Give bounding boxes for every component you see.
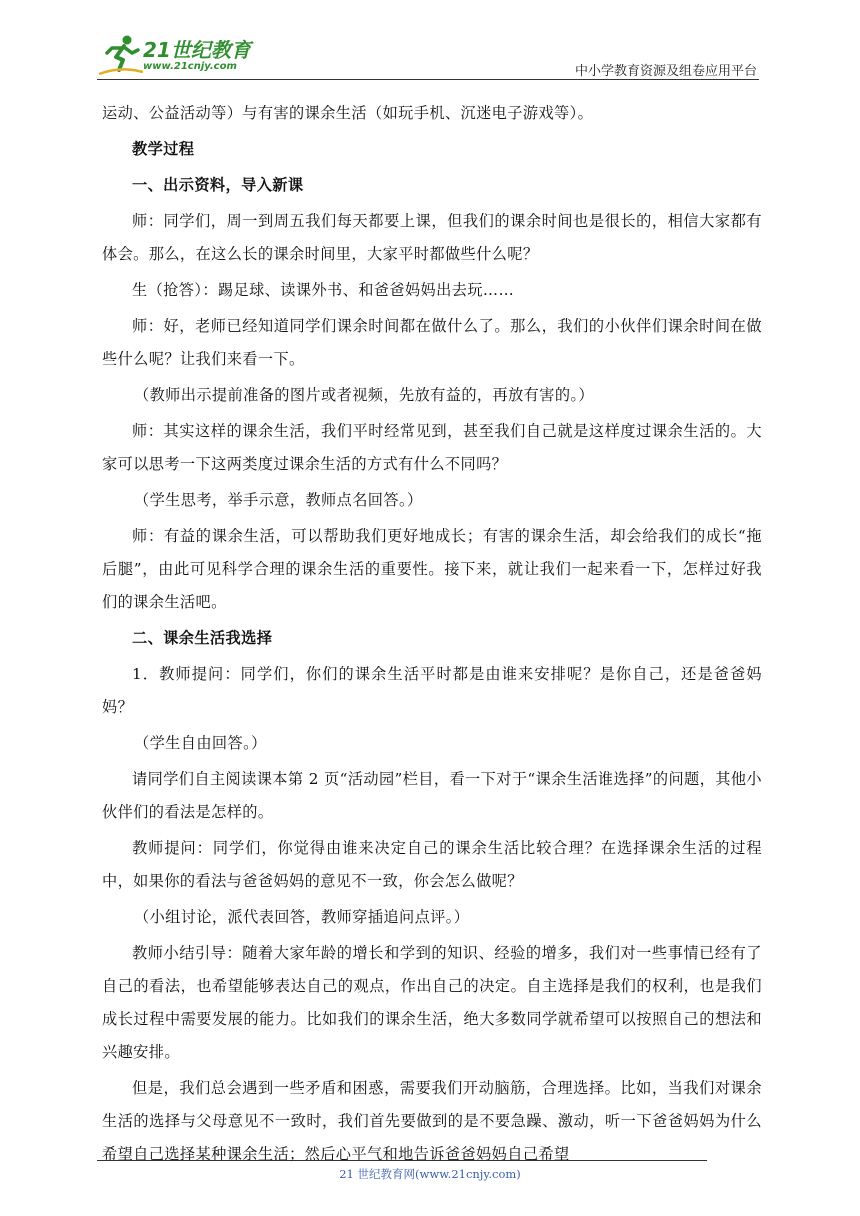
section-heading: 教学过程 <box>132 140 195 158</box>
page-footer: 21 世纪教育网(www.21cnjy.com) <box>339 1167 521 1181</box>
runner-logo-icon <box>97 30 145 78</box>
site-logo <box>97 30 267 80</box>
paragraph: 请同学们自主阅读课本第 2 页“活动园”栏目，看一下对于“课余生活谁选择”的问题，其他小伙伴们的看法是怎样的。 <box>102 770 762 821</box>
header-divider <box>97 79 759 80</box>
paragraph: 师：同学们，周一到周五我们每天都要上课，但我们的课余时间也是很长的，相信大家都有体会。那么，在这么长的课余时间里，大家平时都做些什么呢？ <box>102 212 762 263</box>
paragraph: （学生自由回答。） <box>134 734 267 752</box>
paragraph: 生（抢答）：踢足球、读课外书、和爸爸妈妈出去玩…… <box>132 281 515 299</box>
platform-name: 中小学教育资源及组卷应用平台 <box>574 64 757 79</box>
page-header <box>97 30 757 80</box>
section-heading: 一、出示资料，导入新课 <box>132 176 304 194</box>
footer-divider <box>97 1160 707 1161</box>
paragraph: 但是，我们总会遇到一些矛盾和困惑，需要我们开动脑筋，合理选择。比如，当我们对课余生活的选择与父母意见不一致时，我们首先要做到的是不要急躁、激动，听一下爸爸妈妈为什么希望自己选择某种课余生活；然后心平气和地告诉爸爸妈妈自己希望 <box>102 1079 762 1163</box>
paragraph: 师：有益的课余生活，可以帮助我们更好地成长；有害的课余生活，却会给我们的成长“拖后腿”，由此可见科学合理的课余生活的重要性。接下来，就让我们一起来看一下，怎样过好我们的课余生活吧。 <box>102 527 762 611</box>
document-body <box>102 97 762 1174</box>
paragraph: 师：好，老师已经知道同学们课余时间都在做什么了。那么，我们的小伙伴们课余时间在做些什么呢？让我们来看一下。 <box>102 317 762 368</box>
paragraph: 师：其实这样的课余生活，我们平时经常见到，甚至我们自己就是这样度过课余生活的。大家可以思考一下这两类度过课余生活的方式有什么不同吗？ <box>102 422 762 473</box>
paragraph: 教师提问：同学们，你觉得由谁来决定自己的课余生活比较合理？在选择课余生活的过程中，如果你的看法与爸爸妈妈的意见不一致，你会怎么做呢？ <box>102 839 762 890</box>
paragraph: 运动、公益活动等）与有害的课余生活（如玩手机、沉迷电子游戏等）。 <box>102 104 594 122</box>
paragraph: 1．教师提问：同学们，你们的课余生活平时都是由谁来安排呢？是你自己，还是爸爸妈妈？ <box>102 665 762 716</box>
paragraph: （学生思考，举手示意，教师点名回答。） <box>134 491 423 509</box>
section-heading: 二、课余生活我选择 <box>132 629 273 647</box>
paragraph: （教师出示提前准备的图片或者视频，先放有益的，再放有害的。） <box>134 386 595 404</box>
logo-url: www.21cnjy.com <box>143 61 237 72</box>
paragraph: （小组讨论，派代表回答，教师穿插追问点评。） <box>134 908 470 926</box>
paragraph: 教师小结引导：随着大家年龄的增长和学到的知识、经验的增多，我们对一些事情已经有了自己的看法，也希望能够表达自己的观点，作出自己的决定。自主选择是我们的权利，也是我们成长过程中需要发展的能力。比如我们的课余生活，绝大多数同学就希望可以按照自己的想法和兴趣安排。 <box>102 944 762 1061</box>
logo-title: 21世纪教育 <box>143 38 251 62</box>
